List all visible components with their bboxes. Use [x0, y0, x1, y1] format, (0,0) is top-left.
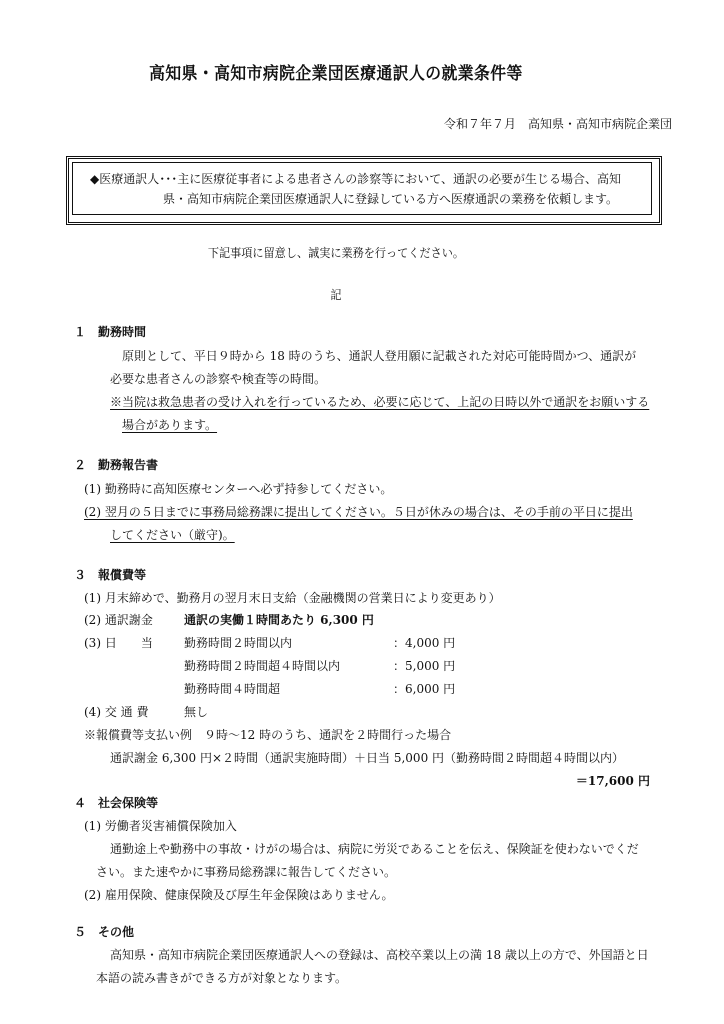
section-2-item-1: (1) 勤務時に高知医療センターへ必ず持参してください。: [84, 482, 393, 496]
section-4-item-1-text-a: 通勤途上や勤務中の事故・けがの場合は、病院に労災であることを伝え、保険証を使わないでくだ: [110, 842, 639, 856]
payment-example: ※報償費等支払い例 ９時～12 時のうち、通訳を２時間行った場合: [84, 728, 452, 742]
date-issuer-line: 令和７年７月 高知県・高知市病院企業団: [443, 117, 672, 131]
section-1-line-1: 原則として、平日９時から 18 時のうち、通訳人登用願に記載された対応可能時間かつ、通訳が: [122, 349, 637, 363]
page-title: 高知県・高知市病院企業団医療通訳人の就業条件等: [149, 64, 523, 84]
daily-allowance-row-3-label: 勤務時間４時間超: [184, 682, 281, 696]
section-4-item-1-text-b: さい。また速やかに事務局総務課に報告してください。: [96, 865, 397, 879]
section-2-item-2b: してください（厳守)。: [110, 528, 235, 542]
section-3-item-1: (1) 月末締めで、勤務月の翌月末日支給（金融機関の営業日により変更あり）: [84, 591, 501, 605]
section-4-item-1: (1) 労働者災害補償保険加入: [84, 819, 237, 833]
daily-allowance-row-2-label: 勤務時間２時間超４時間以内: [184, 659, 341, 673]
daily-allowance-row-3-amount: ：6,000 円: [393, 682, 456, 696]
section-3-item-4-label: (4) 交 通 費: [84, 705, 149, 719]
daily-allowance-row-2-amount: ：5,000 円: [393, 659, 456, 673]
section-1-note-2: 場合があります。: [122, 418, 218, 432]
intro-text: 下記事項に留意し、誠実に業務を行ってください。: [207, 246, 465, 260]
section-2-heading: ２ 勤務報告書: [74, 458, 159, 472]
section-1-heading: １ 勤務時間: [74, 325, 147, 339]
daily-allowance-row-1-amount: ：4,000 円: [393, 636, 456, 650]
section-3-item-2-value: 通訳の実働１時間あたり 6,300 円: [184, 613, 374, 627]
ki-marker: 記: [330, 288, 342, 302]
payment-calculation: 通訳謝金 6,300 円×２時間（通訳実施時間）＋日当 5,000 円（勤務時間２時間超４時間以内）: [110, 751, 625, 765]
section-5-line-2: 本語の読み書きができる方が対象となります。: [96, 971, 348, 985]
notice-line-1: ◆医療通訳人･･･主に医療従事者による患者さんの診察等において、通訳の必要が生じる場合、高知: [90, 172, 621, 186]
section-1-note-1: ※当院は救急患者の受け入れを行っているため、必要に応じて、上記の日時以外で通訳をお願いする: [110, 395, 650, 409]
section-4-item-2: (2) 雇用保険、健康保険及び厚生年金保険はありません。: [84, 888, 394, 902]
section-3-item-2-label: (2) 通訳謝金: [84, 613, 153, 627]
section-3-item-4-value: 無し: [184, 705, 209, 719]
section-2-item-2a: (2) 翌月の５日までに事務局総務課に提出してください。５日が休みの場合は、その手前の平日に提出: [84, 505, 633, 519]
section-5-line-1: 高知県・高知市病院企業団医療通訳人への登録は、高校卒業以上の満 18 歳以上の方で、外国語と日: [110, 948, 649, 962]
notice-box-inner: [72, 162, 652, 215]
section-3-item-3-label: (3) 日 当: [84, 636, 153, 650]
section-5-heading: ５ その他: [74, 925, 135, 939]
section-3-heading: ３ 報償費等: [74, 568, 147, 582]
section-4-heading: ４ 社会保険等: [74, 796, 159, 810]
payment-total: ＝17,600 円: [575, 774, 650, 788]
section-1-line-2: 必要な患者さんの診察や検査等の時間。: [110, 372, 327, 386]
notice-line-2: 県・高知市病院企業団医療通訳人に登録している方へ医療通訳の業務を依頼します。: [163, 192, 619, 206]
daily-allowance-row-1-label: 勤務時間２時間以内: [184, 636, 293, 650]
